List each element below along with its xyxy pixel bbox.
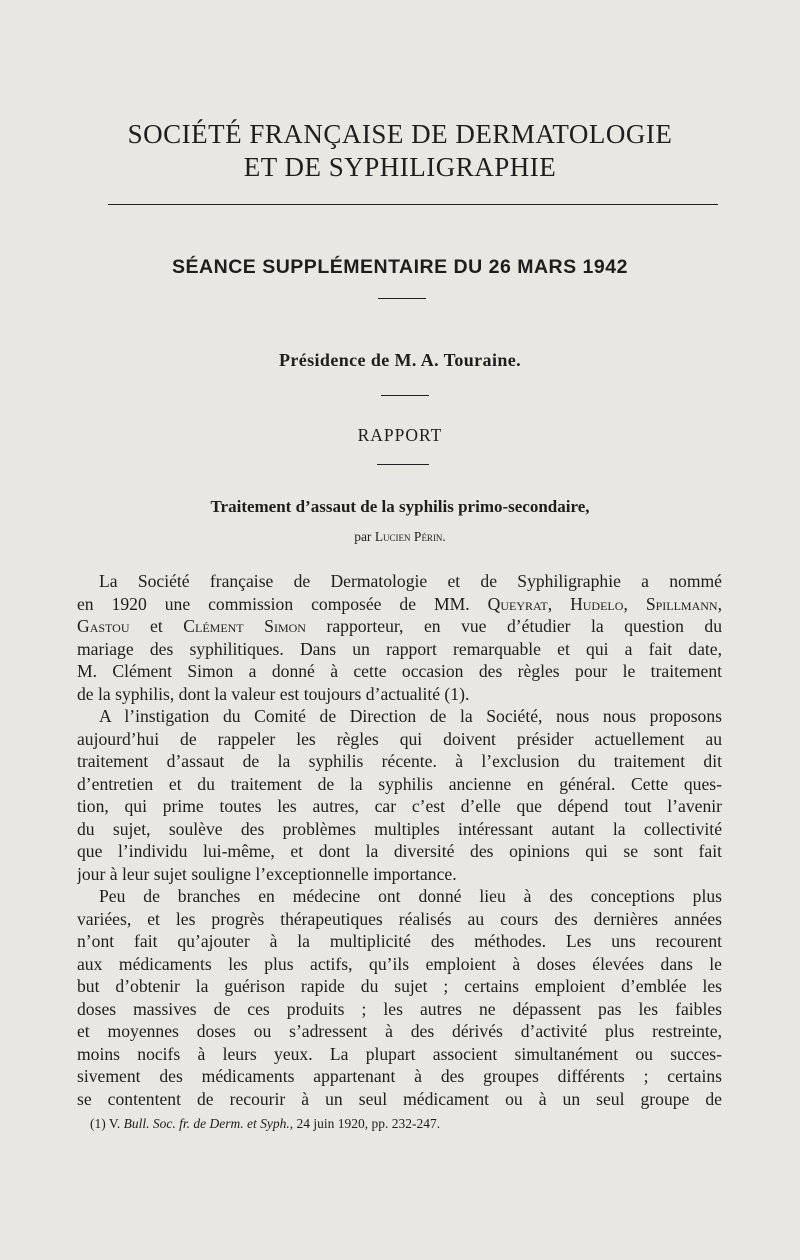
body-line (77, 773, 722, 796)
body-line (77, 818, 722, 841)
article-body (77, 570, 722, 1110)
body-text: but d’obtenir la guérison rapide du sujet ; certains emploient d’emblée les (77, 976, 722, 996)
body-line (77, 1043, 722, 1066)
body-text: M. Clément Simon a donné à cette occasion des règles pour le traitement (77, 661, 722, 681)
body-text: A l’instigation du Comité de Direction de la Société, nous nous proposons (99, 706, 722, 726)
body-text: La Société française de Dermatologie et de Syphiligraphie a nommé (99, 571, 722, 591)
body-line (77, 683, 722, 706)
body-text: rapporteur, en vue d’étudier la question du (305, 616, 722, 636)
body-line (77, 593, 722, 616)
body-line (77, 908, 722, 931)
body-text: , (547, 593, 571, 614)
body-text: du sujet, soulève des problèmes multiples intéressant autant la collectivité (77, 818, 722, 839)
body-text: doses massives de ces produits ; les autres ne dépassent pas les faibles (77, 998, 722, 1019)
body-text: en 1920 une commission composée de MM. (77, 593, 488, 614)
short-rule-1 (378, 298, 426, 299)
header-rule (108, 204, 718, 205)
short-rule-2 (381, 395, 429, 396)
body-line (77, 840, 722, 863)
body-line (77, 998, 722, 1021)
body-line (77, 705, 722, 728)
body-text: que l’individu lui-même, et dont la diversité des opinions qui se sont fait (77, 841, 722, 861)
body-line (77, 1088, 722, 1111)
society-heading-line-1: SOCIÉTÉ FRANÇAISE DE DERMATOLOGIE (127, 119, 673, 149)
footnote-journal: Bull. Soc. fr. de Derm. et Syph. (123, 1116, 290, 1131)
society-heading-line-2: ET DE SYPHILIGRAPHIE (243, 152, 557, 182)
body-line (77, 615, 722, 638)
body-line (77, 750, 722, 773)
short-rule-3 (377, 464, 429, 465)
body-text: variées, et les progrès thérapeutiques réalisés au cours des dernières années (77, 908, 722, 929)
footnote-marker: (1) V. (90, 1116, 124, 1131)
author-name: Spillmann (645, 593, 718, 614)
society-heading (60, 118, 740, 184)
body-line (77, 795, 722, 818)
author-name: Gastou (77, 616, 130, 636)
presidence-line: Présidence de M. A. Touraine. (278, 350, 522, 370)
body-line (77, 638, 722, 661)
body-text: de la syphilis, dont la valeur est toujours d’actualité (1). (77, 683, 470, 704)
body-text: et moyennes doses ou s’adressent à des dérivés d’activité plus restreinte, (77, 1021, 722, 1041)
author-name: Queyrat (487, 593, 548, 614)
body-line (77, 570, 722, 593)
body-text: aux médicaments les plus actifs, qu’ils emploient à doses élevées dans le (77, 953, 722, 974)
body-text: d’entretien et du traitement de la syphilis ancienne en général. Cette ques- (77, 773, 722, 794)
byline-prefix: par (354, 529, 372, 544)
body-text: moins nocifs à leurs yeux. La plupart associent simultanément ou succes- (77, 1043, 722, 1064)
body-line (77, 953, 722, 976)
body-line (77, 885, 722, 908)
body-text: sivement des médicaments appartenant à des groupes différents ; certains (77, 1066, 722, 1086)
byline (60, 529, 740, 545)
footnote (90, 1116, 730, 1132)
body-text: , (717, 593, 722, 614)
body-text: n’ont fait qu’ajouter à la multiplicité des méthodes. Les uns recourent (77, 931, 722, 951)
body-line (77, 930, 722, 953)
body-text: , (623, 593, 646, 614)
body-text: mariage des syphilitiques. Dans un rapport remarquable et qui a fait date, (77, 638, 722, 659)
body-text: Peu de branches en médecine ont donné lieu à des conceptions plus (99, 886, 722, 906)
author-name: Hudelo (570, 593, 624, 614)
author-name: Clément Simon (183, 616, 306, 636)
body-line (77, 660, 722, 683)
footnote-reference: , 24 juin 1920, pp. 232-247. (289, 1116, 441, 1131)
article-title: Traitement d’assaut de la syphilis primo-secondaire, (210, 497, 590, 516)
body-line (77, 975, 722, 998)
body-line (77, 863, 722, 886)
body-text: et (129, 616, 184, 636)
body-text: traitement d’assaut de la syphilis récente. à l’exclusion du traitement dit (77, 751, 722, 771)
body-text: se contentent de recourir à un seul médicament ou à un seul groupe de (77, 1088, 722, 1109)
body-text: aujourd’hui de rappeler les règles qui doivent présider actuellement au (77, 728, 722, 749)
body-text: jour à leur sujet souligne l’exceptionnelle importance. (77, 863, 457, 884)
body-line (77, 728, 722, 751)
body-line (77, 1020, 722, 1043)
session-title: SÉANCE SUPPLÉMENTAIRE DU 26 MARS 1942 (172, 256, 628, 278)
body-line (77, 1065, 722, 1088)
body-text: tion, qui prime toutes les autres, car c’est d’elle que dépend tout l’avenir (77, 796, 722, 816)
section-label: RAPPORT (357, 425, 443, 445)
byline-author: Lucien Périn. (374, 529, 446, 544)
